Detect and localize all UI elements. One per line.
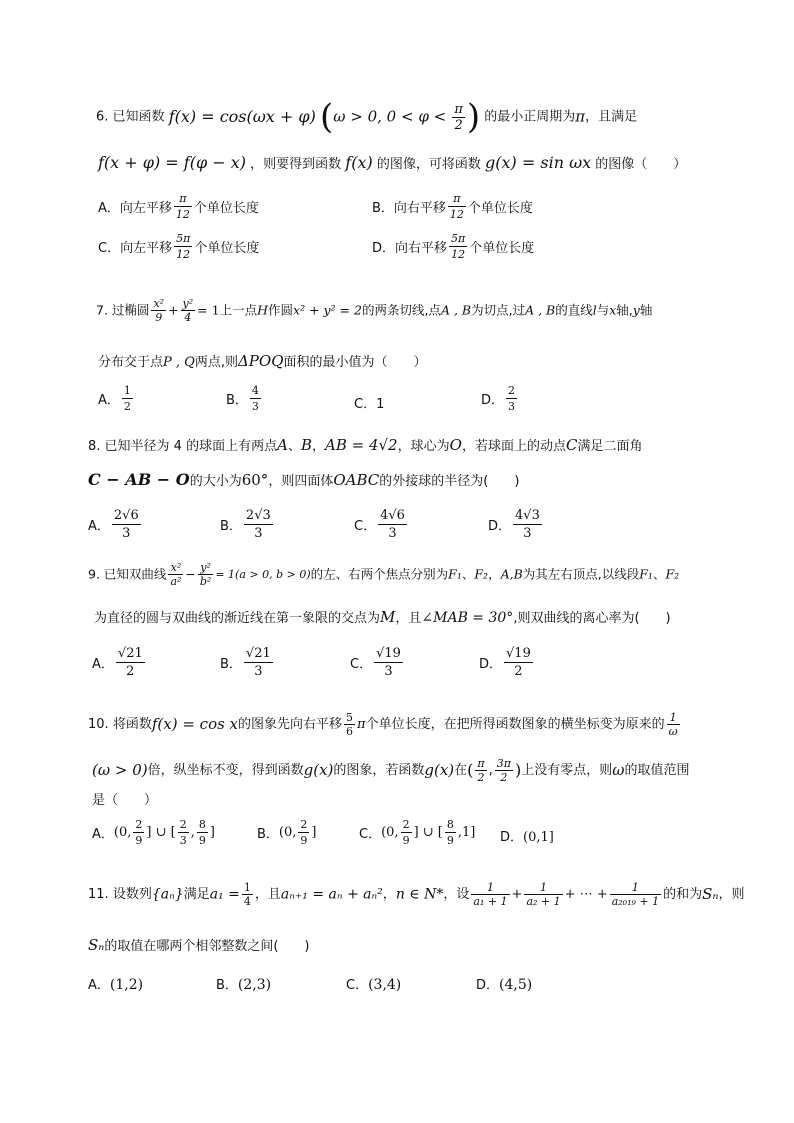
question-8-line-1: 8. 已知半径为 4 的球面上有两点A、B，AB = 4√2，球心为O，若球面上的动点C满足二面角: [88, 436, 643, 454]
option-d[interactable]: D． $\frac{4√3}{3}$: [488, 508, 540, 541]
option-b[interactable]: B．向右平移 $\frac{\pi}{12}$ 个单位长度: [372, 192, 533, 221]
question-9-line-2: 为直径的圆与双曲线的渐近线在第一象限的交点为M，且∠MAB = 30°,则双曲线的离心率为( ): [94, 608, 671, 626]
fraction: $\frac{\pi}{2}$: [454, 101, 463, 133]
option-a[interactable]: A． $\frac{√21}{2}$: [92, 646, 143, 679]
option-c[interactable]: C．向左平移 $\frac{5\pi}{12}$ 个单位长度: [98, 232, 260, 261]
option-b[interactable]: B．(0, $\frac{2}{9}$ ]: [257, 818, 317, 847]
option-d[interactable]: D． $\frac{2}{3}$: [481, 384, 516, 413]
option-b[interactable]: B． $\frac{4}{3}$: [226, 384, 259, 413]
option-a[interactable]: A． $\frac{2√6}{3}$: [88, 508, 139, 541]
question-11-line-2: Sₙ的取值在哪两个相邻整数之间( ): [88, 936, 310, 954]
option-a[interactable]: A．(0, $\frac{2}{9}$ ] ∪ [ $\frac{2}{3}$ , $\frac{8}{9}$ ]: [92, 818, 215, 847]
question-10-line-1: 10. 将函数f(x) = cos x的图象先向右平移 $\frac{5}{6}$ π个单位长度，在把所得函数图象的横坐标变为原来的 $\frac{1}{\omega}$: [88, 711, 678, 738]
option-b[interactable]: B． $\frac{√21}{3}$: [220, 646, 271, 679]
question-7-line-2: 分布交于点P , Q两点,则ΔPOQ面积的最小值为（ ）: [98, 352, 427, 370]
question-6-line-2: f(x + φ) = f(φ − x) ，则要得到函数 f(x) 的图像，可将函数 g(x) = sin ωx 的图像（ ）: [98, 153, 687, 172]
question-7-line-1: 7. 过椭圆 $\frac{\text{x²}}{9}$ + $\frac{\text{y²}}{4}$ = 1上一点H作圆x² + y² = 2的两条切线,点A , B为切点,过A , B的直线l与x轴,y轴: [96, 297, 653, 324]
option-a[interactable]: A．向左平移 $\frac{\pi}{12}$ 个单位长度: [98, 192, 259, 221]
option-c[interactable]: C． $\frac{√19}{3}$: [350, 646, 401, 679]
option-a[interactable]: A．(1,2): [88, 977, 144, 993]
option-d[interactable]: D． $\frac{√19}{2}$: [479, 646, 531, 679]
question-10-line-3: 是（ ）: [92, 793, 158, 808]
option-c[interactable]: C．(3,4): [346, 977, 402, 993]
option-b[interactable]: B． $\frac{2√3}{3}$: [220, 508, 271, 541]
function-expression: f(x) = cos(ωx + φ): [168, 107, 316, 126]
question-6-line-1: 6. 已知函数 f(x) = cos(ωx + φ) (ω > 0, 0 < φ < $\frac{\pi}{2}$ ) 的最小正周期为π，且满足: [96, 97, 638, 137]
option-a[interactable]: A． $\frac{1}{2}$: [98, 384, 131, 413]
condition-expression: ω > 0, 0 < φ <: [333, 107, 447, 126]
question-number: 6.: [96, 109, 109, 125]
option-b[interactable]: B．(2,3): [216, 977, 272, 993]
option-c[interactable]: C． $\frac{4√6}{3}$: [354, 508, 405, 541]
option-d[interactable]: D．向右平移 $\frac{5\pi}{12}$ 个单位长度: [372, 232, 535, 261]
question-8-line-2: C − AB − O的大小为60°，则四面体OABC的外接球的半径为( ): [88, 470, 520, 489]
equation: f(x + φ) = f(φ − x): [98, 153, 246, 172]
question-9-line-1: 9. 已知双曲线 $\frac{\text{x²}}{\text{a²}}$ − $\frac{\text{y²}}{\text{b²}}$ = 1(a > 0, b > 0)的左、右两个焦点分别为F₁、F₂，A,B为其左右顶点,以线段F₁、F₂: [88, 561, 680, 588]
question-10-line-2: (ω > 0)倍，纵坐标不变，得到函数g(x)的图象，若函数g(x)在( $\frac{\pi}{2}$ , $\frac{3\pi}{2}$ )上没有零点，则ω的取值范围: [92, 757, 690, 784]
option-d[interactable]: D．(0,1]: [500, 830, 554, 845]
option-d[interactable]: D．(4,5): [476, 977, 533, 993]
option-c[interactable]: C．1: [354, 397, 385, 412]
option-c[interactable]: C．(0, $\frac{2}{9}$ ] ∪ [ $\frac{8}{9}$ ,1]: [359, 818, 476, 847]
question-11-line-1: 11. 设数列{aₙ}满足a₁ = $\frac{1}{4}$ ，且aₙ₊₁ = aₙ + aₙ²，n ∈ N*，设 $\frac{1}{\text{a₁ + 1}}$ + $\frac{1}{\text{a₂ + 1}}$ + ⋯ + $\frac{1}{\text{a₂₀₁₉ + 1}}$ 的和为Sₙ，则: [88, 881, 745, 908]
